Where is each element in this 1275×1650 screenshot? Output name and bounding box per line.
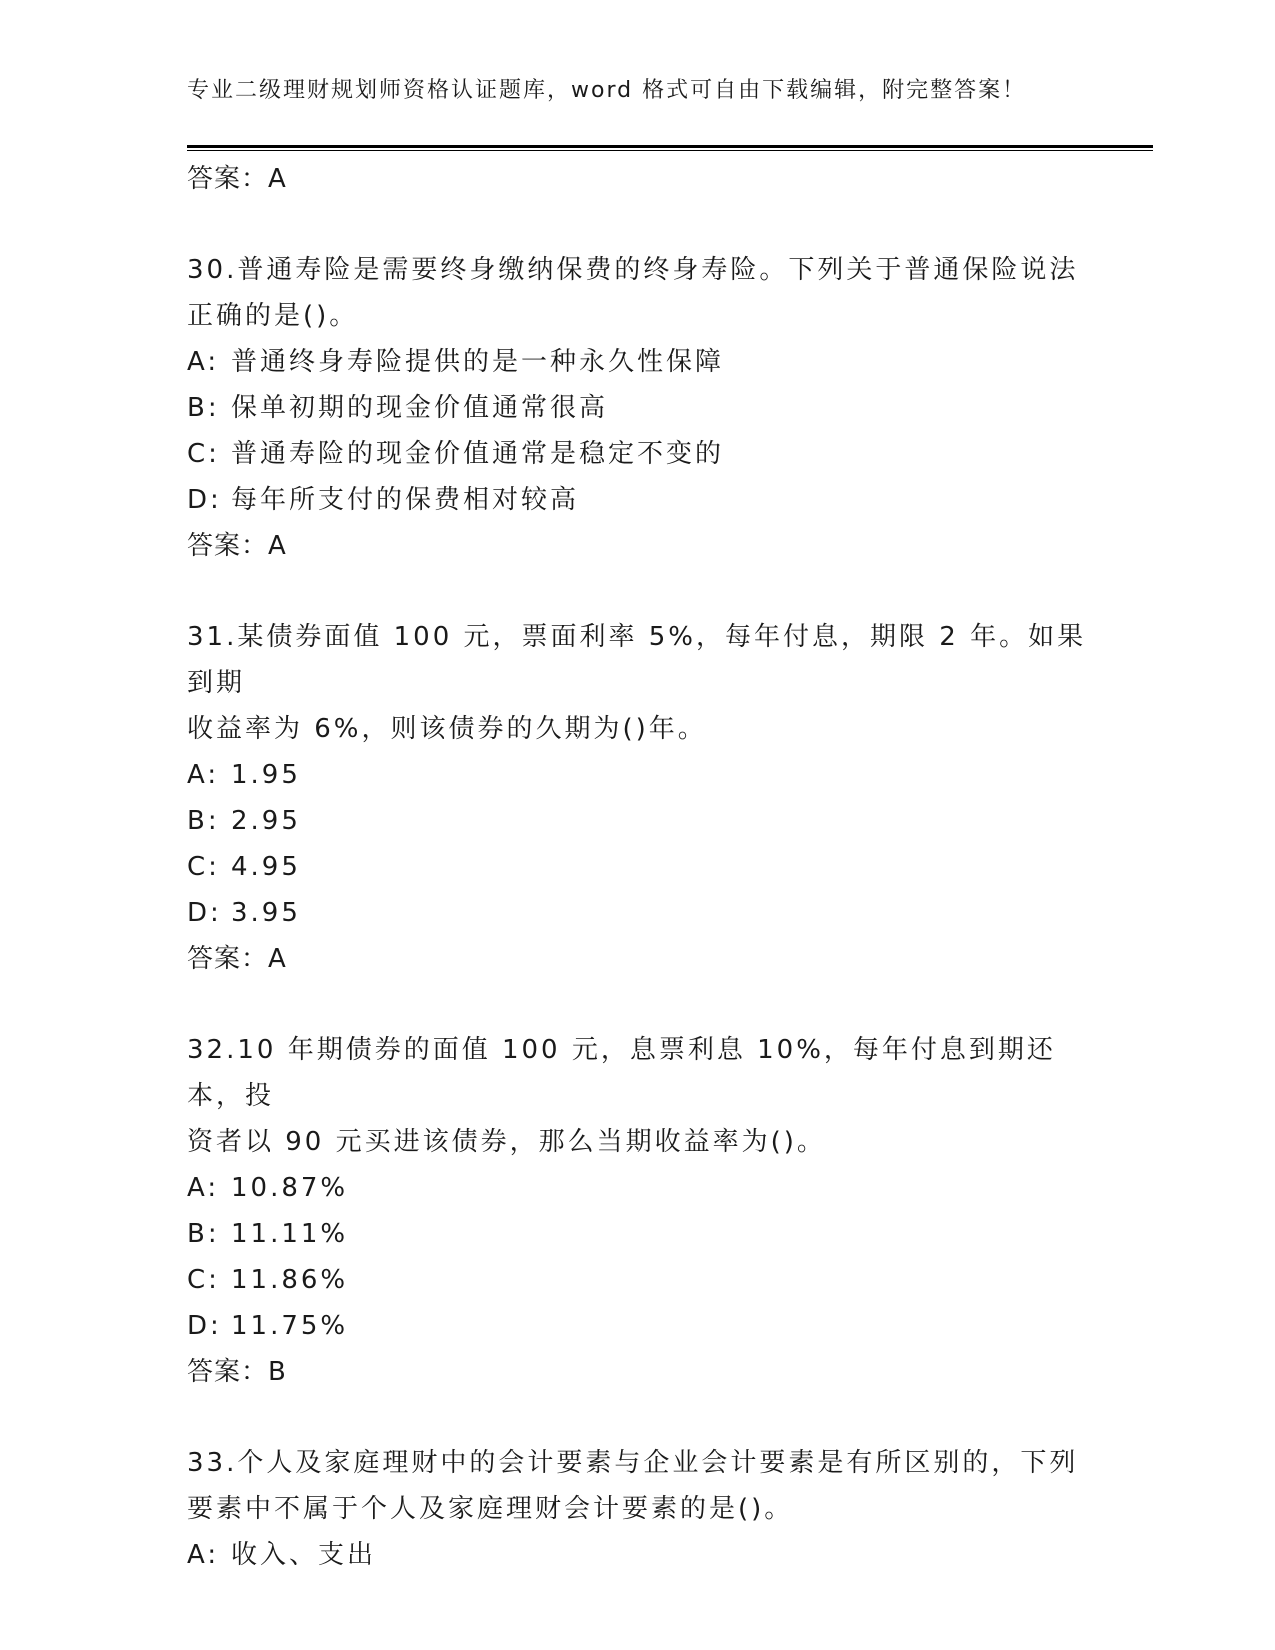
answer-value: A <box>268 944 287 974</box>
option-b <box>187 385 1087 431</box>
question-stem-line: 正确的是()。 <box>187 301 359 331</box>
option-b <box>187 798 1087 844</box>
answer-label: 答案： <box>187 1357 269 1387</box>
answer-label: 答案： <box>187 944 269 974</box>
question-32 <box>187 1027 1087 1395</box>
option-letter: C: <box>187 852 220 882</box>
option-letter: C: <box>187 1265 220 1295</box>
question-stem-line: 要素中不属于个人及家庭理财会计要素的是()。 <box>187 1494 794 1524</box>
answer-line <box>187 156 1087 202</box>
option-a <box>187 752 1087 798</box>
option-text: 4.95 <box>231 852 301 882</box>
option-letter: A: <box>187 760 220 790</box>
option-letter: A: <box>187 1173 220 1203</box>
answer-value: B <box>268 1357 287 1387</box>
option-letter: C: <box>187 439 220 469</box>
question-stem-line: 30.普通寿险是需要终身缴纳保费的终身寿险。下列关于普通保险说法 <box>187 255 1079 285</box>
document-body <box>187 156 1087 1578</box>
option-letter: D: <box>187 898 222 928</box>
option-text: 每年所支付的保费相对较高 <box>231 485 580 515</box>
option-text: 10.87% <box>231 1173 349 1203</box>
question-stem-line: 资者以 90 元买进该债券，那么当期收益率为()。 <box>187 1127 826 1157</box>
answer-value: A <box>268 164 287 194</box>
answer-label: 答案： <box>187 164 269 194</box>
option-c <box>187 1257 1087 1303</box>
option-c <box>187 844 1087 890</box>
question-33 <box>187 1440 1087 1578</box>
option-a <box>187 1532 1087 1578</box>
option-d <box>187 890 1087 936</box>
option-d <box>187 477 1087 523</box>
option-text: 3.95 <box>231 898 301 928</box>
option-text: 收入、支出 <box>231 1540 377 1570</box>
option-c <box>187 431 1087 477</box>
option-letter: D: <box>187 485 222 515</box>
option-d <box>187 1303 1087 1349</box>
answer-line <box>187 1349 1087 1395</box>
question-stem-line: 收益率为 6%，则该债券的久期为()年。 <box>187 714 707 744</box>
header-rule-thin <box>187 150 1153 151</box>
option-text: 普通寿险的现金价值通常是稳定不变的 <box>231 439 725 469</box>
option-letter: D: <box>187 1311 222 1341</box>
page-header: 专业二级理财规划师资格认证题库，word 格式可自由下载编辑，附完整答案！ <box>187 78 1027 103</box>
option-letter: A: <box>187 1540 220 1570</box>
option-letter: A: <box>187 347 220 377</box>
option-a <box>187 339 1087 385</box>
option-text: 11.11% <box>231 1219 349 1249</box>
header-rule-thick <box>187 145 1153 148</box>
option-text: 11.75% <box>231 1311 349 1341</box>
answer-line <box>187 936 1087 982</box>
answer-value: A <box>268 531 287 561</box>
option-text: 1.95 <box>231 760 301 790</box>
option-b <box>187 1211 1087 1257</box>
option-letter: B: <box>187 806 220 836</box>
question-31 <box>187 614 1087 982</box>
option-letter: B: <box>187 393 220 423</box>
option-a <box>187 1165 1087 1211</box>
option-text: 普通终身寿险提供的是一种永久性保障 <box>231 347 725 377</box>
option-text: 11.86% <box>231 1265 349 1295</box>
option-text: 保单初期的现金价值通常很高 <box>231 393 609 423</box>
question-30 <box>187 247 1087 569</box>
question-stem-line: 31.某债券面值 100 元，票面利率 5%，每年付息，期限 2 年。如果到期 <box>187 622 1087 698</box>
option-text: 2.95 <box>231 806 301 836</box>
option-letter: B: <box>187 1219 220 1249</box>
question-stem-line: 32.10 年期债券的面值 100 元，息票利息 10%，每年付息到期还本，投 <box>187 1035 1056 1111</box>
question-stem-line: 33.个人及家庭理财中的会计要素与企业会计要素是有所区别的，下列 <box>187 1448 1079 1478</box>
answer-label: 答案： <box>187 531 269 561</box>
answer-line <box>187 523 1087 569</box>
